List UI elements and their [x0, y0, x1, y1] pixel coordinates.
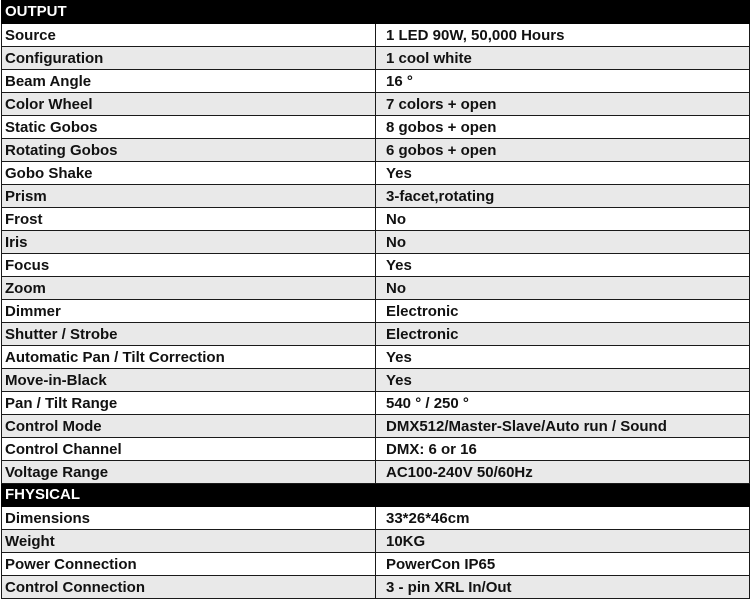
row-label: Shutter / Strobe [2, 323, 376, 346]
table-row [2, 277, 750, 300]
table-row [2, 461, 750, 484]
row-value: No [376, 277, 750, 300]
row-label: Prism [2, 185, 376, 208]
row-label: Iris [2, 231, 376, 254]
row-value: 33*26*46cm [376, 507, 750, 530]
row-value: DMX: 6 or 16 [376, 438, 750, 461]
row-label: Frost [2, 208, 376, 231]
table-row [2, 24, 750, 47]
row-label: Move-in-Black [2, 369, 376, 392]
table-row [2, 208, 750, 231]
row-value: 10KG [376, 530, 750, 553]
table-row [2, 530, 750, 553]
table-row [2, 139, 750, 162]
table-row [2, 392, 750, 415]
row-label: Zoom [2, 277, 376, 300]
row-value: 3-facet,rotating [376, 185, 750, 208]
section-title: OUTPUT [2, 1, 750, 24]
table-row [2, 507, 750, 530]
row-value: 16 ° [376, 70, 750, 93]
row-label: Pan / Tilt Range [2, 392, 376, 415]
row-label: Beam Angle [2, 70, 376, 93]
table-row [2, 70, 750, 93]
row-value: Yes [376, 369, 750, 392]
row-label: Power Connection [2, 553, 376, 576]
row-value: 3 - pin XRL In/Out [376, 576, 750, 599]
table-row [2, 47, 750, 70]
table-row [2, 300, 750, 323]
row-value: No [376, 208, 750, 231]
row-label: Dimensions [2, 507, 376, 530]
row-value: No [376, 231, 750, 254]
spec-table [1, 0, 750, 599]
table-row [2, 553, 750, 576]
table-row [2, 254, 750, 277]
row-label: Rotating Gobos [2, 139, 376, 162]
spec-table-body [2, 1, 750, 599]
row-label: Control Channel [2, 438, 376, 461]
row-label: Voltage Range [2, 461, 376, 484]
row-label: Static Gobos [2, 116, 376, 139]
table-row [2, 438, 750, 461]
row-value: DMX512/Master-Slave/Auto run / Sound [376, 415, 750, 438]
row-value: Yes [376, 346, 750, 369]
row-label: Source [2, 24, 376, 47]
row-value: 1 cool white [376, 47, 750, 70]
table-row [2, 369, 750, 392]
table-row [2, 116, 750, 139]
section-title: FHYSICAL [2, 484, 750, 507]
table-row [2, 162, 750, 185]
row-value: Electronic [376, 300, 750, 323]
row-label: Dimmer [2, 300, 376, 323]
row-value: 1 LED 90W, 50,000 Hours [376, 24, 750, 47]
row-value: 540 ° / 250 ° [376, 392, 750, 415]
row-value: Electronic [376, 323, 750, 346]
row-label: Gobo Shake [2, 162, 376, 185]
row-label: Control Connection [2, 576, 376, 599]
table-row [2, 576, 750, 599]
row-label: Configuration [2, 47, 376, 70]
row-label: Weight [2, 530, 376, 553]
section-header-fhysical [2, 484, 750, 507]
row-label: Control Mode [2, 415, 376, 438]
row-value: 6 gobos + open [376, 139, 750, 162]
table-row [2, 93, 750, 116]
row-label: Color Wheel [2, 93, 376, 116]
table-row [2, 323, 750, 346]
table-row [2, 415, 750, 438]
row-value: Yes [376, 162, 750, 185]
row-value: PowerCon IP65 [376, 553, 750, 576]
row-label: Focus [2, 254, 376, 277]
row-value: 7 colors + open [376, 93, 750, 116]
row-value: Yes [376, 254, 750, 277]
table-row [2, 231, 750, 254]
row-value: AC100-240V 50/60Hz [376, 461, 750, 484]
section-header-output [2, 1, 750, 24]
row-label: Automatic Pan / Tilt Correction [2, 346, 376, 369]
row-value: 8 gobos + open [376, 116, 750, 139]
table-row [2, 185, 750, 208]
table-row [2, 346, 750, 369]
